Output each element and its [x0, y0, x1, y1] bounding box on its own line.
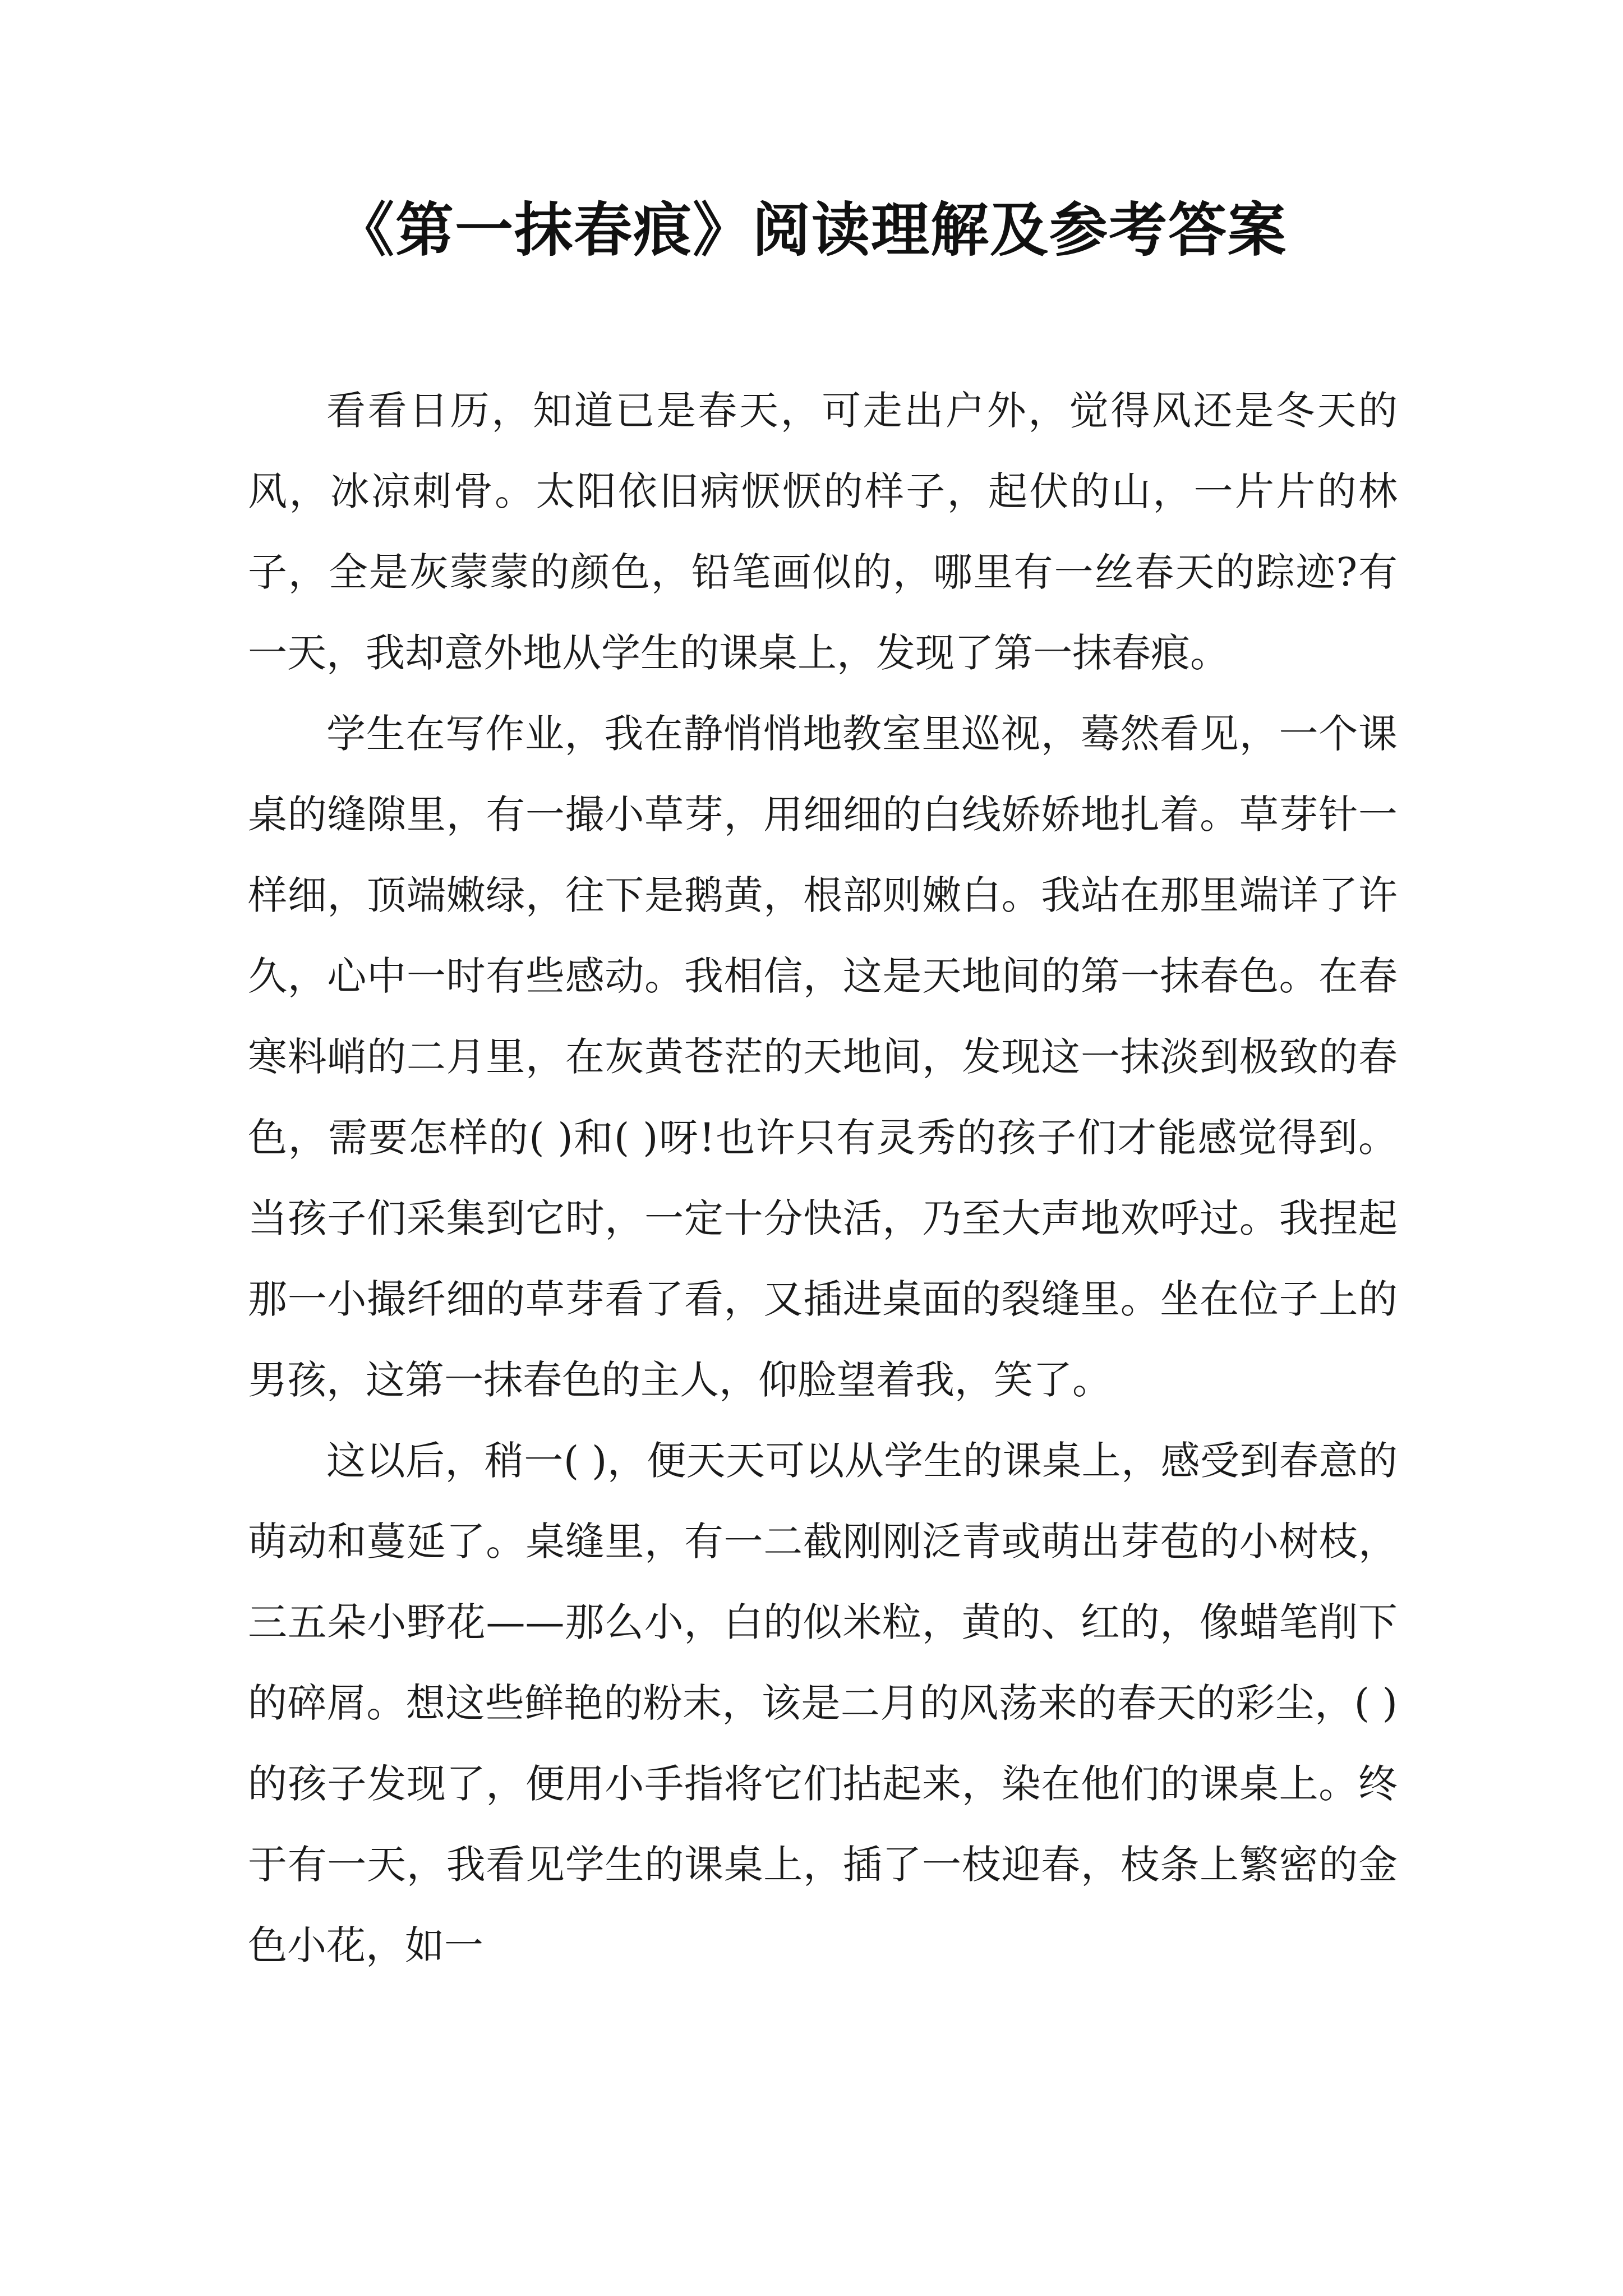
document-body [248, 370, 1398, 1986]
paragraph-2: 学生在写作业，我在静悄悄地教室里巡视，蓦然看见，一个课桌的缝隙里，有一撮小草芽，用细细的白线娇娇地扎着。草芽针一样细，顶端嫩绿，往下是鹅黄，根部则嫩白。我站在那里端详了许久，心中一时有些感动。我相信，这是天地间的第一抹春色。在春寒料峭的二月里，在灰黄苍茫的天地间，发现这一抹淡到极致的春色，需要怎样的( )和( )呀!也许只有灵秀的孩子们才能感觉得到。当孩子们采集到它时，一定十分快活，乃至大声地欢呼过。我捏起那一小撮纤细的草芽看了看，又插进桌面的裂缝里。坐在位子上的男孩，这第一抹春色的主人，仰脸望着我，笑了。 [248, 711, 1398, 1403]
paragraph-3: 这以后，稍一( )，便天天可以从学生的课桌上，感受到春意的萌动和蔓延了。桌缝里，有一二截刚刚泛青或萌出芽苞的小树枝，三五朵小野花——那么小，白的似米粒，黄的、红的，像蜡笔削下的碎屑。想这些鲜艳的粉末，该是二月的风荡来的春天的彩尘，( )的孩子发现了，便用小手指将它们拈起来，染在他们的课桌上。终于有一天，我看见学生的课桌上，插了一枝迎春，枝条上繁密的金色小花，如一 [248, 1438, 1398, 1968]
paragraph-1: 看看日历，知道已是春天，可走出户外，觉得风还是冬天的风，冰凉刺骨。太阳依旧病恹恹的样子，起伏的山，一片片的林子，全是灰蒙蒙的颜色，铅笔画似的，哪里有一丝春天的踪迹?有一天，我却意外地从学生的课桌上，发现了第一抹春痕。 [248, 388, 1398, 676]
document-title: 《第一抹春痕》阅读理解及参考答案 [335, 195, 1287, 264]
